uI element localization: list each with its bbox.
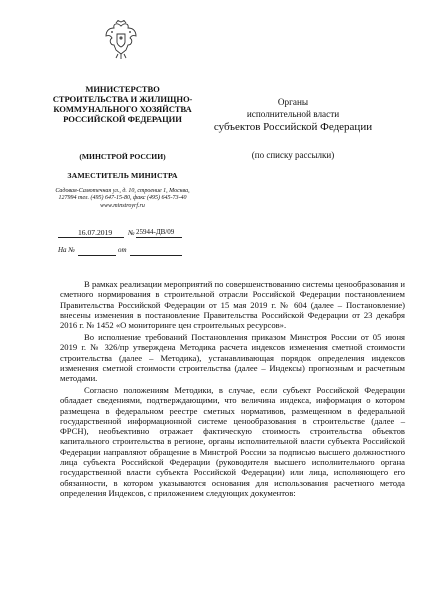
incoming-number-underline (78, 255, 116, 256)
number-underline (136, 237, 182, 238)
coat-of-arms-icon (104, 20, 138, 60)
outgoing-date-number (58, 228, 182, 238)
recipient-line-2: исполнительной власти (246, 109, 340, 119)
recipient-line-1: Органы (277, 97, 309, 107)
letter-date: 16.07.2019 (78, 228, 113, 237)
recipient-line-3: субъектов Российской Федерации (213, 121, 373, 133)
ministry-abbreviation: (МИНСТРОЙ РОССИИ) (79, 152, 166, 161)
incoming-date-underline (130, 255, 182, 256)
ministry-name: МИНИСТЕРСТВО СТРОИТЕЛЬСТВА И ЖИЛИЩНО-КОММУНАЛЬНОГО ХОЗЯЙСТВА РОССИЙСКОЙ ФЕДЕРАЦИИ (52, 84, 193, 124)
incoming-number-label: На № (58, 246, 75, 254)
recipient-list-note: (по списку рассылки) (251, 150, 335, 160)
letter-body (60, 279, 405, 500)
letter-number: 25944-ДВ/09 (136, 228, 175, 236)
date-underline (58, 237, 124, 238)
recipient-block (208, 96, 378, 134)
body-paragraph-2: Во исполнение требований Постановления приказом Минстроя России от 05 июня 2019 г. № 326/пр утверждена Методика расчета индексов изменения сметной стоимости строительства (далее – Методика), устанавливающая порядок определения индексов изменения сметной стоимости строительства (далее – Индексы) прогнозным и расчетным методами. (60, 331, 405, 384)
incoming-reference (58, 246, 182, 256)
number-label: № (128, 229, 135, 237)
body-paragraph-3: Согласно положениям Методики, в случае, если субъект Российской Федерации обладает сведениями, подтверждающими, что величина индекса, информация о котором размещена в федеральном реестре сметных нормативов, размещенном в федеральной государственной информационной системе ценообразования в строительстве (далее – ФРСН), необъективно отражает фактическую стоимость строительства объектов капитального строительства в регионе, органы исполнительной власти субъекта Российской Федерации направляют обращение в Минстрой России за подписью высшего должностного лица субъекта Российской Федерации (руководителя высшего исполнительного органа государственной власти субъекта Российской Федерации) или лица, исполняющего его обязанности, в котором указываются основания для использования расчетного метода определения Индексов, с приложением следующих документов: (60, 384, 405, 498)
body-paragraph-1: В рамках реализации мероприятий по совершенствованию системы ценообразования и сметного нормирования в строительной отрасли Российской Федерации постановлением Правительства Российской Федерации от 15 мая 2019 г. № 604 (далее – Постановление) внесены изменения в постановление Правительства Российской Федерации от 23 декабря 2016 г. № 1452 «О мониторинге цен строительных ресурсов». (60, 279, 405, 331)
signatory-position: ЗАМЕСТИТЕЛЬ МИНИСТРА (67, 171, 178, 180)
incoming-date-label: от (118, 246, 127, 254)
ministry-address: Садовая-Самотечная ул., д. 10, строение 1, Москва, 127994 тел. (495) 647-15-80, факс (495) 645-73-40 www.minstroyrf.ru (55, 188, 190, 209)
